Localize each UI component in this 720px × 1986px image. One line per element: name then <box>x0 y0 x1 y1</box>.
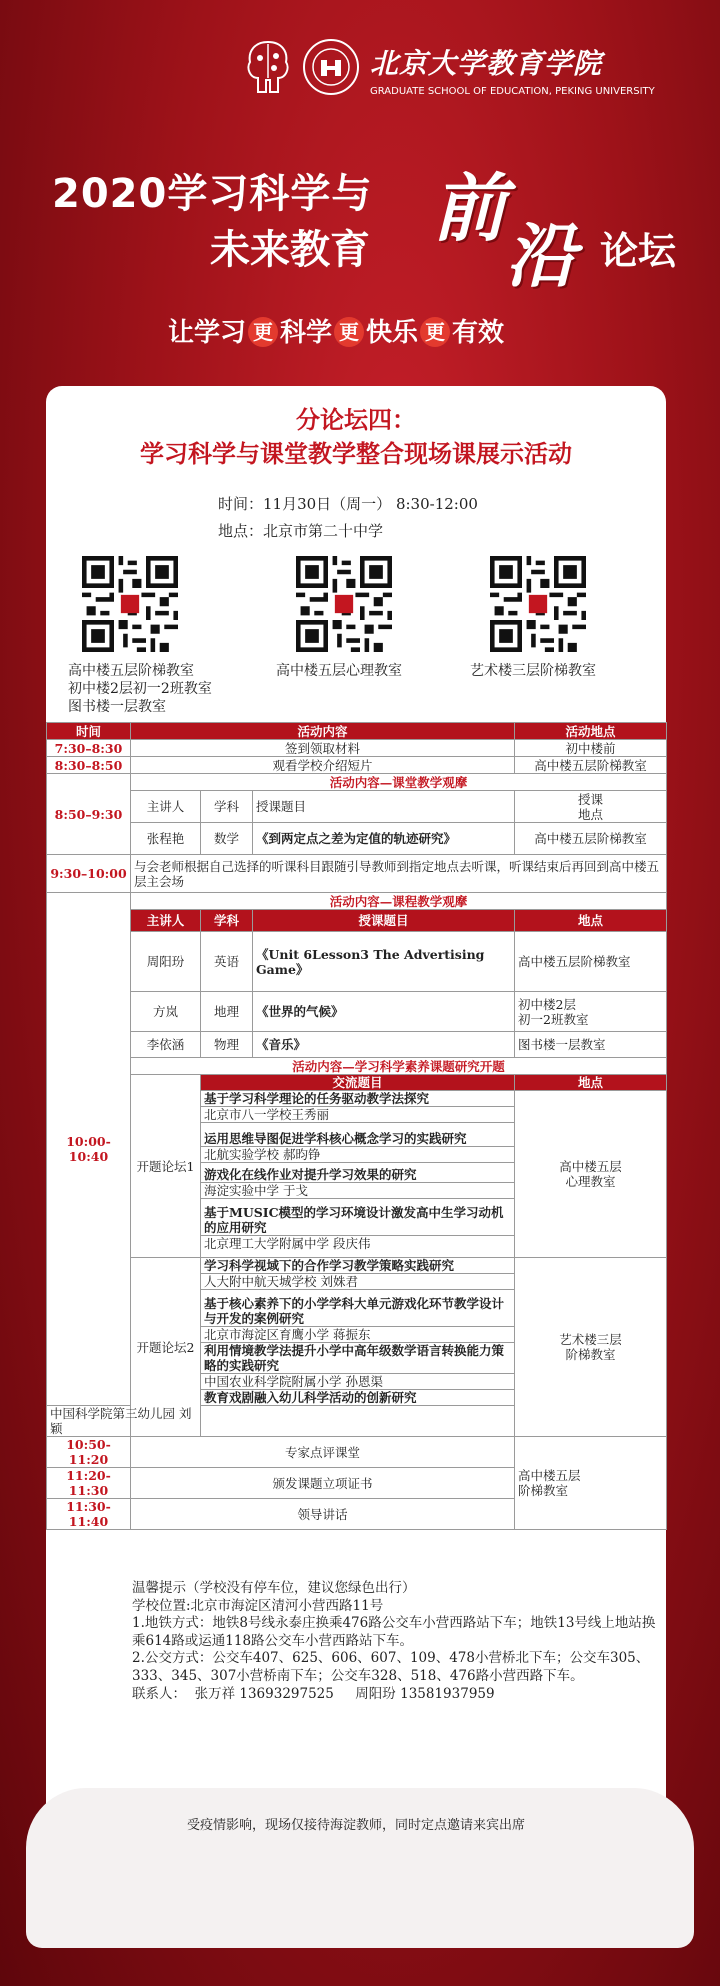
forum-1-name: 开题论坛1 <box>131 1075 201 1258</box>
qr-code-1-icon[interactable] <box>82 556 178 652</box>
forum-topic: 基于学习科学理论的任务驱动教学法探究 <box>201 1091 515 1107</box>
col-place: 地点 <box>515 1075 667 1091</box>
card-footer-panel <box>26 1788 694 1948</box>
topic: 《世界的气候》 <box>253 992 515 1032</box>
forum-speaker: 北航实验学校 郝昀铮 <box>201 1147 515 1163</box>
table-subheader-row <box>47 1075 667 1091</box>
forum-topic: 利用情境教学法提升小学中高年级数学语言转换能力策略的实践研究 <box>201 1343 515 1374</box>
table-row <box>47 823 667 855</box>
table-row <box>47 1032 667 1058</box>
subject: 物理 <box>201 1032 253 1058</box>
place: 高中楼五层阶梯教室 <box>515 823 667 855</box>
forum-1-place: 高中楼五层 心理教室 <box>515 1091 667 1258</box>
section-row <box>47 893 667 910</box>
topic: 《到两定点之差为定值的轨迹研究》 <box>253 823 515 855</box>
event-title: 分论坛四： <box>296 406 416 434</box>
forum-topic: 教育戏剧融入幼儿科学活动的创新研究 <box>201 1390 515 1406</box>
forum-speaker: 海淀实验中学 于戈 <box>201 1183 515 1199</box>
notes-tip: 温馨提示（学校没有停车位，建议您绿色出行） <box>132 1580 416 1596</box>
row-time: 11:30-11:40 <box>47 1499 131 1530</box>
notes-bus: 2.公交方式：公交车407、625、606、607、109、478小营桥北下车；公交车305、333、345、307小营桥南下车；公交车328、518、476路小营西路下车。 <box>132 1650 650 1684</box>
table-row <box>47 740 667 757</box>
row-time: 10:00-10:40 <box>47 893 131 1406</box>
col-subject: 学科 <box>201 791 253 823</box>
table-row <box>47 855 667 893</box>
subject: 英语 <box>201 932 253 992</box>
row-content: 专家点评课堂 <box>131 1437 515 1468</box>
row-content: 签到领取材料 <box>131 740 515 757</box>
qr-code-3-icon[interactable] <box>490 556 586 652</box>
place: 图书楼一层教室 <box>515 1032 667 1058</box>
header-time: 时间 <box>47 723 131 740</box>
footer-note: 受疫情影响，现场仅接待海淀教师，同时定点邀请来宾出席 <box>186 1818 525 1833</box>
schedule-table <box>46 722 667 1530</box>
row-place: 高中楼五层 阶梯教室 <box>515 1437 667 1530</box>
qr-code-3-label: 艺术楼三层阶梯教室 <box>470 663 596 679</box>
forum-title-line2: 未来教育 <box>210 227 370 273</box>
event-subtitle: 学习科学与课堂教学整合现场课展示活动 <box>140 440 572 468</box>
forum-speaker: 人大附中航天城学校 刘姝君 <box>201 1274 515 1290</box>
place: 高中楼五层阶梯教室 <box>515 932 667 992</box>
col-subject: 学科 <box>201 910 253 932</box>
row-place: 高中楼五层阶梯教室 <box>515 757 667 774</box>
forum-speaker: 北京市八一学校王秀丽 <box>201 1107 515 1123</box>
subject: 地理 <box>201 992 253 1032</box>
forum-2-name: 开题论坛2 <box>131 1258 201 1437</box>
qr-code-1-label: 高中楼五层阶梯教室 初中楼2层初一2班教室 图书楼一层教室 <box>68 663 212 715</box>
table-row <box>47 932 667 992</box>
forum-topic: 基于MUSIC模型的学习环境设计激发高中生学习动机的应用研究 <box>201 1199 515 1236</box>
forum-2-place: 艺术楼三层 阶梯教室 <box>515 1258 667 1437</box>
place: 初中楼2层 初一2班教室 <box>515 992 667 1032</box>
section-title: 活动内容—课程教学观摩 <box>131 893 667 910</box>
section-title: 活动内容—学习科学素养课题研究开题 <box>131 1058 667 1075</box>
row-content: 观看学校介绍短片 <box>131 757 515 774</box>
brain-logo-icon <box>244 38 292 98</box>
table-row <box>47 791 667 823</box>
col-topic: 交流题目 <box>201 1075 515 1091</box>
table-row <box>47 1437 667 1468</box>
row-content: 颁发课题立项证书 <box>131 1468 515 1499</box>
forum-speaker: 中国科学院第三幼儿园 刘颖 <box>47 1406 201 1437</box>
forum-title-big-char-2: 沿 <box>506 214 576 297</box>
forum-speaker: 北京市海淀区育鹰小学 蒋振东 <box>201 1327 515 1343</box>
row-time: 7:30–8:30 <box>47 740 131 757</box>
row-time: 8:30–8:50 <box>47 757 131 774</box>
notes-subway: 1.地铁方式：地铁8号线永泰庄换乘476路公交车小营西路站下车；地铁13号线上地站换乘614路或运通118路公交车小营西路站下车。 <box>132 1615 656 1649</box>
forum-topic: 基于核心素养下的小学学科大单元游戏化环节教学设计与开发的案例研究 <box>201 1290 515 1327</box>
visitor-notes <box>132 1580 662 1703</box>
col-place: 授课 地点 <box>515 791 667 823</box>
row-time: 8:50–9:30 <box>47 774 131 855</box>
school-name-en: GRADUATE SCHOOL OF EDUCATION, PEKING UNIVERSITY <box>370 86 655 97</box>
forum-topic: 游戏化在线作业对提升学习效果的研究 <box>201 1163 515 1183</box>
row-time: 10:50-11:20 <box>47 1437 131 1468</box>
speaker: 方岚 <box>131 992 201 1032</box>
topic: 《Unit 6Lesson3 The Advertising Game》 <box>253 932 515 992</box>
table-subheader-row <box>47 910 667 932</box>
slogan: 让学习 更 科学 更 快乐 更 有效 <box>168 318 505 348</box>
forum-topic: 运用思维导图促进学科核心概念学习的实践研究 <box>201 1123 515 1147</box>
section-title: 活动内容—课堂教学观摩 <box>131 774 667 791</box>
notes-contacts: 联系人： 张万祥 13693297525 周阳玢 13581937959 <box>132 1685 495 1702</box>
qr-code-2-label: 高中楼五层心理教室 <box>276 663 402 679</box>
speaker: 李依涵 <box>131 1032 201 1058</box>
event-place: 地点：北京市第二十中学 <box>218 522 384 540</box>
forum-item <box>47 1258 667 1274</box>
header-content: 活动内容 <box>131 723 515 740</box>
section-row <box>47 1058 667 1075</box>
col-speaker: 主讲人 <box>131 791 201 823</box>
table-row <box>47 992 667 1032</box>
speaker: 周阳玢 <box>131 932 201 992</box>
qr-code-2-icon[interactable] <box>296 556 392 652</box>
col-topic: 授课题目 <box>253 791 515 823</box>
forum-title-end: 论坛 <box>600 229 677 273</box>
header-banner <box>0 0 720 380</box>
forum-title-line1: 2020学习科学与 <box>52 171 373 217</box>
forum-topic: 学习科学视域下的合作学习教学策略实践研究 <box>201 1258 515 1274</box>
pku-seal-icon <box>302 38 360 96</box>
school-name-cn: 北京大学教育学院 <box>370 47 603 80</box>
event-time: 时间：11月30日（周一） 8:30-12:00 <box>218 495 478 513</box>
row-content: 领导讲话 <box>131 1499 515 1530</box>
topic: 《音乐》 <box>253 1032 515 1058</box>
section-row <box>47 774 667 791</box>
table-row <box>47 757 667 774</box>
row-time: 9:30–10:00 <box>47 855 131 893</box>
forum-title-big-char-1: 前 <box>432 166 506 252</box>
row-content: 与会老师根据自己选择的听课科目跟随引导教师到指定地点去听课，听课结束后再回到高中楼五层主会场 <box>131 855 667 893</box>
subject: 数学 <box>201 823 253 855</box>
notes-address: 学校位置:北京市海淀区清河小营西路11号 <box>132 1597 384 1614</box>
forum-speaker: 北京理工大学附属中学 段庆伟 <box>201 1236 515 1258</box>
row-time: 11:20-11:30 <box>47 1468 131 1499</box>
header-place: 活动地点 <box>515 723 667 740</box>
table-header-row <box>47 723 667 740</box>
speaker: 张程艳 <box>131 823 201 855</box>
col-place: 地点 <box>515 910 667 932</box>
forum-speaker: 中国农业科学院附属小学 孙恩渠 <box>201 1374 515 1390</box>
col-topic: 授课题目 <box>253 910 515 932</box>
row-place: 初中楼前 <box>515 740 667 757</box>
col-speaker: 主讲人 <box>131 910 201 932</box>
